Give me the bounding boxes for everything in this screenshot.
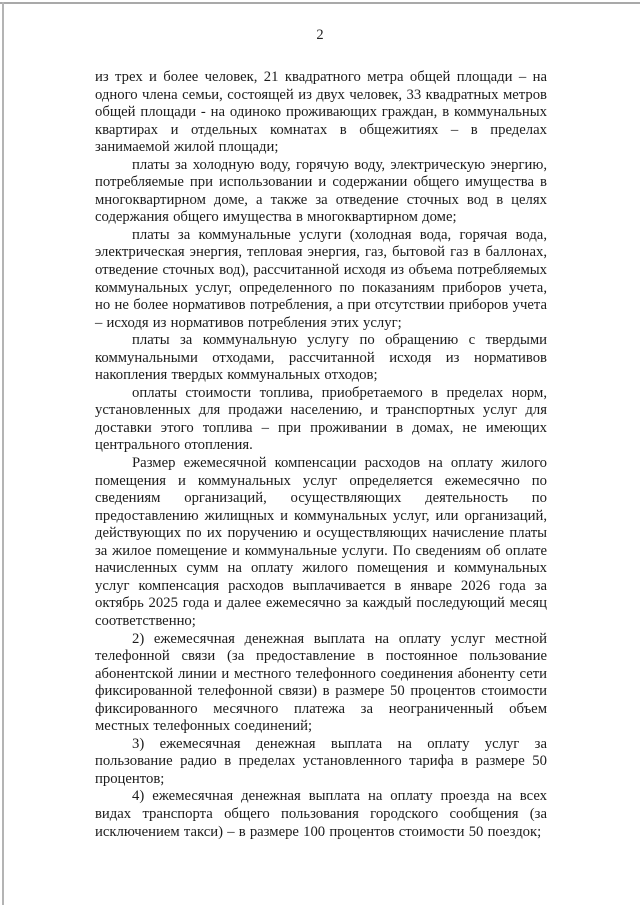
scan-edge-top-line (0, 2, 640, 4)
paragraph: из трех и более человек, 21 квадратного метра общей площади – на одного члена семьи, состоящей из двух человек, 33 квадратных метров общей площади - на одиноко проживающих граждан, в коммунальных квартирах и отдельных комнатах в общежитиях – в пределах занимаемой жилой площади; (95, 69, 547, 156)
paragraph: 2) ежемесячная денежная выплата на оплату услуг местной телефонной связи (за предоставление в постоянное пользование абонентской линии и местного телефонного соединения абоненту сети фиксированной телефонной связи) в размере 50 процентов стоимости фиксированного месячного платежа за неограниченный объем местных телефонных соединений; (95, 630, 547, 735)
paragraph: Размер ежемесячной компенсации расходов на оплату жилого помещения и коммунальных услуг определяется ежемесячно по сведениям организаций, осуществляющих деятельность по предоставлению жилищных и коммунальных услуг, или организаций, действующих по их поручению и осуществляющих начисление платы за жилое помещение и коммунальные услуги. По сведениям об оплате начисленных сумм на оплату жилого помещения и коммунальных услуг компенсация расходов выплачивается в январе 2026 года за октябрь 2025 года и далее ежемесячно за каждый последующий месяц соответственно; (95, 455, 547, 629)
paragraph: 3) ежемесячная денежная выплата на оплату услуг за пользование радио в пределах установленного тарифа в размере 50 процентов; (95, 735, 547, 787)
paragraph: оплаты стоимости топлива, приобретаемого в пределах норм, установленных для продажи населению, и транспортных услуг для доставки этого топлива – при проживании в домах, не имеющих центрального отопления. (95, 384, 547, 454)
paragraph: платы за коммунальную услугу по обращению с твердыми коммунальными отходами, рассчитанной исходя из нормативов накопления твердых коммунальных отходов; (95, 332, 547, 384)
paragraph: платы за коммунальные услуги (холодная вода, горячая вода, электрическая энергия, тепловая энергия, газ, бытовой газ в баллонах, отведение сточных вод), рассчитанной исходя из объема потребляемых коммунальных услуг, определенного по показаниям приборов учета, но не более нормативов потребления, а при отсутствии приборов учета – исходя из нормативов потребления этих услуг; (95, 226, 547, 331)
page-number: 2 (316, 27, 324, 43)
paragraph: платы за холодную воду, горячую воду, электрическую энергию, потребляемые при использовании и содержании общего имущества в многоквартирном доме, а также за отведение сточных вод в целях содержания общего имущества в многоквартирном доме; (95, 156, 547, 226)
scan-edge-left-line (2, 2, 4, 905)
paragraph: 4) ежемесячная денежная выплата на оплату проезда на всех видах транспорта общего пользования городского сообщения (за исключением такси) – в размере 100 процентов стоимости 50 поездок; (95, 788, 547, 840)
document-body (95, 69, 547, 841)
